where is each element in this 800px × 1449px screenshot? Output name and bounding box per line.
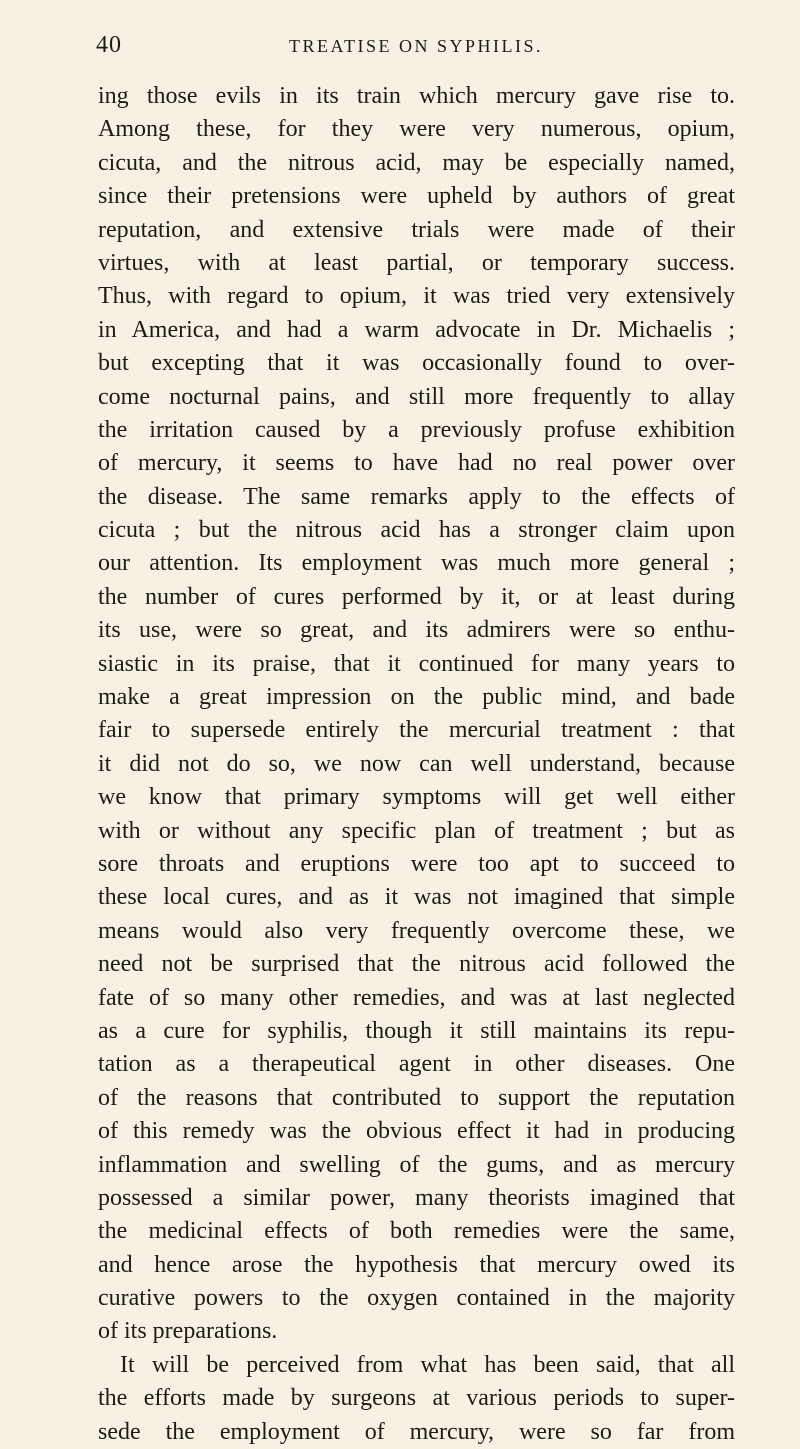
text-line: of this remedy was the obvious effect it had in producing [98,1118,735,1145]
text-line: siastic in its praise, that it continued for many years to [98,650,735,677]
text-line: possessed a similar power, many theorists imagined that [98,1184,735,1211]
text-line: means would also very frequently overcome these, we [98,917,735,944]
text-line: Thus, with regard to opium, it was tried very extensively [98,283,735,310]
text-line: fair to supersede entirely the mercurial treatment : that [98,717,735,744]
text-line: fate of so many other remedies, and was at last neglected [98,984,735,1011]
text-line: inflammation and swelling of the gums, and as mercury [98,1151,735,1178]
text-line: its use, were so great, and its admirers were so enthu- [98,617,735,644]
text-line: of its preparations. [98,1318,278,1345]
text-line: come nocturnal pains, and still more frequently to allay [98,383,735,410]
text-line: sede the employment of mercury, were so far from [98,1418,735,1445]
text-line: but excepting that it was occasionally found to over- [98,350,735,377]
text-line: tation as a therapeutical agent in other diseases. One [98,1051,735,1078]
text-line: need not be surprised that the nitrous acid followed the [98,951,735,978]
text-line: reputation, and extensive trials were made of their [98,216,735,243]
text-line: curative powers to the oxygen contained in the majority [98,1285,735,1312]
text-line: of mercury, it seems to have had no real power over [98,450,735,477]
running-title: TREATISE ON SYPHILIS. [288,36,543,56]
text-line: make a great impression on the public mind, and bade [98,684,735,711]
text-line: It will be perceived from what has been said, that all [120,1351,735,1378]
body-text [98,80,735,1449]
text-line: the number of cures performed by it, or at least during [98,583,735,610]
text-line: Among these, for they were very numerous, opium, [98,116,735,143]
text-line: virtues, with at least partial, or temporary success. [98,249,735,276]
text-line: with or without any specific plan of treatment ; but as [98,817,735,844]
text-line: cicuta ; but the nitrous acid has a stronger claim upon [98,517,735,544]
text-line: the irritation caused by a previously profuse exhibition [98,416,735,443]
text-line: cicuta, and the nitrous acid, may be especially named, [98,149,735,176]
text-line: we know that primary symptoms will get well either [98,784,735,811]
text-line: the disease. The same remarks apply to the effects of [98,483,735,510]
page-header [96,32,736,62]
text-line: since their pretensions were upheld by authors of great [98,183,735,210]
text-line: as a cure for syphilis, though it still maintains its repu- [98,1017,735,1044]
text-line: and hence arose the hypothesis that mercury owed its [98,1251,735,1278]
page-number: 40 [96,32,122,58]
text-line: in America, and had a warm advocate in Dr. Michaelis ; [98,316,735,343]
text-line: of the reasons that contributed to support the reputation [98,1084,735,1111]
text-line: the efforts made by surgeons at various periods to super- [98,1385,735,1412]
text-line: these local cures, and as it was not imagined that simple [98,884,735,911]
text-line: it did not do so, we now can well understand, because [98,750,735,777]
text-line: the medicinal effects of both remedies were the same, [98,1218,735,1245]
text-line: our attention. Its employment was much more general ; [98,550,735,577]
text-line: ing those evils in its train which mercury gave rise to. [98,83,735,109]
text-line: sore throats and eruptions were too apt to succeed to [98,850,735,877]
